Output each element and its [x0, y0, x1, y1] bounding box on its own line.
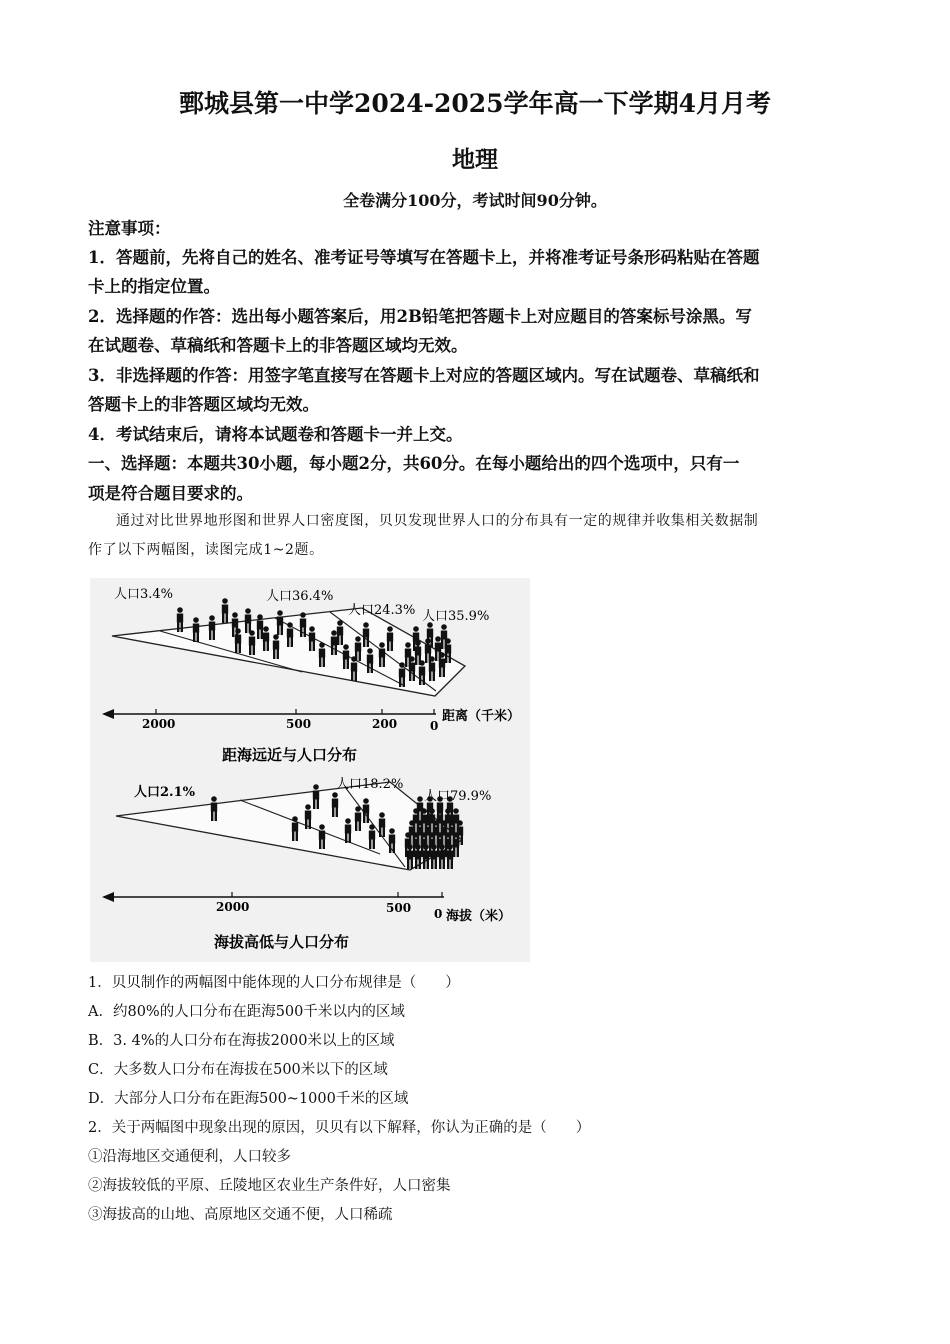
tick-0-altitude: 0 — [434, 907, 443, 921]
note-line: 4．考试结束后，请将本试题卷和答题卡一并上交。 — [88, 425, 463, 444]
label-pop-36-4: 人口36.4% — [266, 589, 334, 604]
label-pop-35-9: 人口35.9% — [422, 609, 490, 624]
subject-title: 地理 — [452, 146, 498, 173]
exam-info: 全卷满分100分，考试时间90分钟。 — [343, 191, 607, 210]
question-1-option-c: C．大多数人口分布在海拔在500米以下的区域 — [88, 1062, 388, 1078]
axis-label-distance: 距离（千米） — [442, 709, 521, 724]
section-heading: 项是符合题目要求的。 — [88, 484, 253, 503]
exam-title: 鄄城县第一中学2024-2025学年高一下学期4月月考 — [179, 89, 771, 118]
intro-line: 作了以下两幅图，读图完成1~2题。 — [88, 542, 324, 558]
note-line: 卡上的指定位置。 — [88, 277, 220, 296]
population-distribution-figure — [90, 578, 530, 962]
tick-200: 200 — [372, 717, 398, 731]
tick-500: 500 — [286, 717, 312, 731]
note-line: 2．选择题的作答：选出每小题答案后，用2B铅笔把答题卡上对应题目的答案标号涂黑。写 — [88, 307, 752, 326]
caption-altitude: 海拔高低与人口分布 — [214, 933, 350, 951]
question-1-option-a: A．约80%的人口分布在距海500千米以内的区域 — [88, 1004, 405, 1020]
tick-0: 0 — [430, 719, 439, 733]
axis-label-altitude: 海拔（米） — [446, 909, 512, 924]
question-2-item-3: ③海拔高的山地、高原地区交通不便，人口稀疏 — [88, 1207, 393, 1223]
label-pop-18-2: 人口18.2% — [336, 777, 404, 792]
tick-2000-altitude: 2000 — [216, 900, 250, 914]
intro-line: 通过对比世界地形图和世界人口密度图，贝贝发现世界人口的分布具有一定的规律并收集相关数据制 — [116, 513, 759, 529]
note-line: 在试题卷、草稿纸和答题卡上的非答题区域均无效。 — [88, 336, 468, 355]
question-2-item-1: ①沿海地区交通便利，人口较多 — [88, 1149, 291, 1165]
label-pop-3-4: 人口3.4% — [114, 587, 174, 602]
question-1-option-d: D．大部分人口分布在距海500~1000千米的区域 — [88, 1091, 409, 1107]
label-pop-24-3: 人口24.3% — [348, 603, 416, 618]
note-line: 答题卡上的非答题区域均无效。 — [88, 395, 319, 414]
label-pop-79-9: 人口79.9% — [424, 789, 492, 804]
label-pop-2-1: 人口2.1% — [134, 785, 195, 800]
question-1-option-b: B．3. 4%的人口分布在海拔2000米以上的区域 — [88, 1033, 395, 1049]
question-2-item-2: ②海拔较低的平原、丘陵地区农业生产条件好，人口密集 — [88, 1178, 451, 1194]
section-heading: 一、选择题：本题共30小题，每小题2分，共60分。在每小题给出的四个选项中，只有一 — [88, 454, 740, 473]
notes-heading: 注意事项： — [88, 219, 171, 238]
note-line: 3．非选择题的作答：用签字笔直接写在答题卡上对应的答题区域内。写在试题卷、草稿纸和 — [88, 366, 760, 385]
question-2-stem: 2．关于两幅图中现象出现的原因，贝贝有以下解释，你认为正确的是（ ） — [88, 1120, 591, 1136]
note-line: 1．答题前，先将自己的姓名、准考证号等填写在答题卡上，并将准考证号条形码粘贴在答题 — [88, 248, 760, 267]
question-1-stem: 1．贝贝制作的两幅图中能体现的人口分布规律是（ ） — [88, 975, 460, 991]
tick-2000: 2000 — [142, 717, 176, 731]
caption-distance: 距海远近与人口分布 — [222, 746, 358, 764]
tick-500-altitude: 500 — [386, 901, 412, 915]
